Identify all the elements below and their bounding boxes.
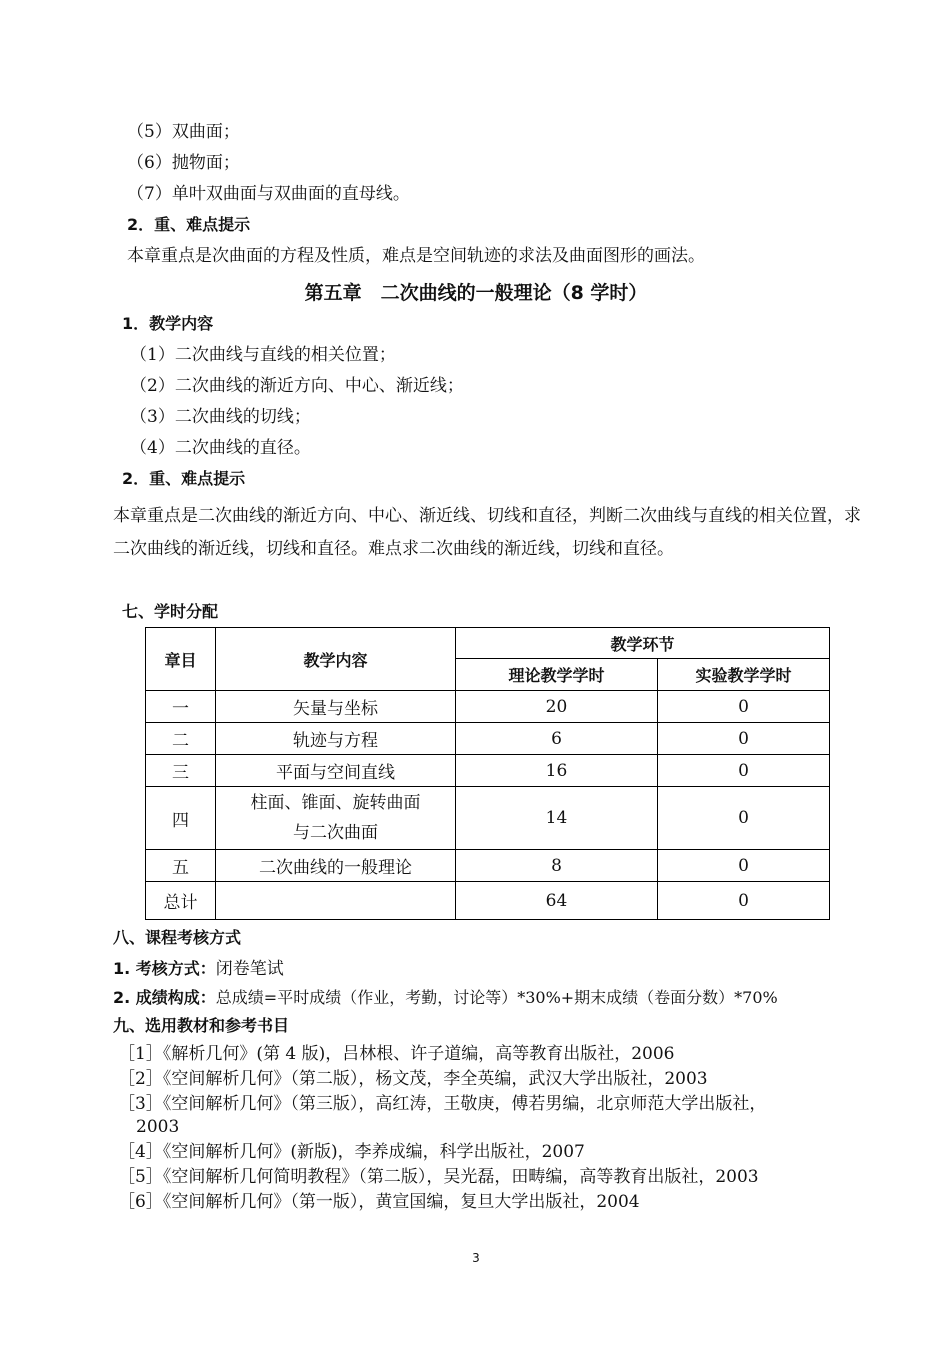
table-row <box>146 850 830 882</box>
grade-composition <box>113 987 778 1009</box>
section-heading: 2．重、难点提示 <box>127 215 251 234</box>
exam-method <box>113 958 284 980</box>
cell-chapter: 二 <box>146 723 216 755</box>
list-item: （5）双曲面； <box>127 122 240 142</box>
cell-theory: 20 <box>456 691 658 723</box>
cell-content: 二次曲线的一般理论 <box>216 850 456 882</box>
list-item: （7）单叶双曲面与双曲面的直母线。 <box>127 184 410 204</box>
section-heading: 1．教学内容 <box>122 314 214 333</box>
exam-method-label: 1. 考核方式： <box>113 959 216 978</box>
cell-lab: 0 <box>658 723 830 755</box>
header-content: 教学内容 <box>216 628 456 691</box>
cell-chapter: 五 <box>146 850 216 882</box>
cell-content <box>216 882 456 920</box>
chapter-title: 第五章 二次曲线的一般理论（8 学时） <box>304 282 648 304</box>
reference-item: ［3］《空间解析几何》（第三版），高红涛，王敬庚，傅若男编，北京师范大学出版社， <box>118 1094 767 1114</box>
table-row <box>146 755 830 787</box>
cell-chapter: 四 <box>146 787 216 850</box>
header-lab-hours: 实验教学学时 <box>658 659 830 691</box>
cell-chapter: 总计 <box>146 882 216 920</box>
header-chapter: 章目 <box>146 628 216 691</box>
section-title: 八、课程考核方式 <box>113 928 242 947</box>
page-number: 3 <box>472 1251 480 1265</box>
cell-content <box>216 787 456 850</box>
cell-theory: 64 <box>456 882 658 920</box>
section-title: 九、选用教材和参考书目 <box>113 1016 290 1035</box>
list-item: （6）抛物面； <box>127 153 240 173</box>
cell-lab: 0 <box>658 691 830 723</box>
exam-method-value: 闭卷笔试 <box>215 959 284 979</box>
list-item: （3）二次曲线的切线； <box>130 407 311 427</box>
table-row <box>146 691 830 723</box>
section-heading: 2．重、难点提示 <box>122 469 246 488</box>
table-row <box>146 787 830 850</box>
reference-item: 2003 <box>136 1117 180 1137</box>
reference-item: ［1］《解析几何》(第 4 版)，吕林根、许子道编，高等教育出版社，2006 <box>118 1044 675 1064</box>
paragraph: 本章重点是二次曲线的渐近方向、中心、渐近线、切线和直径，判断二次曲线与直线的相关位置，求二次曲线的渐近线，切线和直径。难点求二次曲线的渐近线，切线和直径。 <box>113 506 861 559</box>
cell-content-line: 与二次曲面 <box>293 823 378 843</box>
cell-lab: 0 <box>658 850 830 882</box>
paragraph: 本章重点是次曲面的方程及性质，难点是空间轨迹的求法及曲面图形的画法。 <box>127 246 705 266</box>
cell-lab: 0 <box>658 755 830 787</box>
cell-lab: 0 <box>658 787 830 850</box>
reference-item: ［2］《空间解析几何》（第二版），杨文茂，李全英编，武汉大学出版社，2003 <box>118 1069 708 1089</box>
cell-content: 平面与空间直线 <box>216 755 456 787</box>
section-title: 七、学时分配 <box>122 602 219 621</box>
cell-theory: 6 <box>456 723 658 755</box>
cell-theory: 14 <box>456 787 658 850</box>
cell-theory: 8 <box>456 850 658 882</box>
cell-content-line: 柱面、锥面、旋转曲面 <box>250 793 421 813</box>
cell-theory: 16 <box>456 755 658 787</box>
header-teaching-link: 教学环节 <box>456 628 830 659</box>
list-item: （1）二次曲线与直线的相关位置； <box>130 345 396 365</box>
reference-item: ［5］《空间解析几何简明教程》（第二版），吴光磊，田畴编，高等教育出版社，2003 <box>118 1167 759 1187</box>
cell-lab: 0 <box>658 882 830 920</box>
table-row <box>146 723 830 755</box>
cell-content: 轨迹与方程 <box>216 723 456 755</box>
cell-chapter: 三 <box>146 755 216 787</box>
cell-content: 矢量与坐标 <box>216 691 456 723</box>
table-row <box>146 882 830 920</box>
list-item: （2）二次曲线的渐近方向、中心、渐近线； <box>130 376 464 396</box>
header-theory-hours: 理论教学学时 <box>456 659 658 691</box>
grade-composition-label: 2. 成绩构成： <box>113 988 216 1007</box>
list-item: （4）二次曲线的直径。 <box>130 438 311 458</box>
reference-item: ［4］《空间解析几何》(新版)，李养成编，科学出版社，2007 <box>118 1142 585 1162</box>
hours-table <box>145 627 830 920</box>
cell-chapter: 一 <box>146 691 216 723</box>
reference-item: ［6］《空间解析几何》（第一版），黄宣国编，复旦大学出版社，2004 <box>118 1192 640 1212</box>
grade-composition-value: 总成绩=平时成绩（作业，考勤，讨论等）*30%+期末成绩（卷面分数）*70% <box>215 988 778 1007</box>
